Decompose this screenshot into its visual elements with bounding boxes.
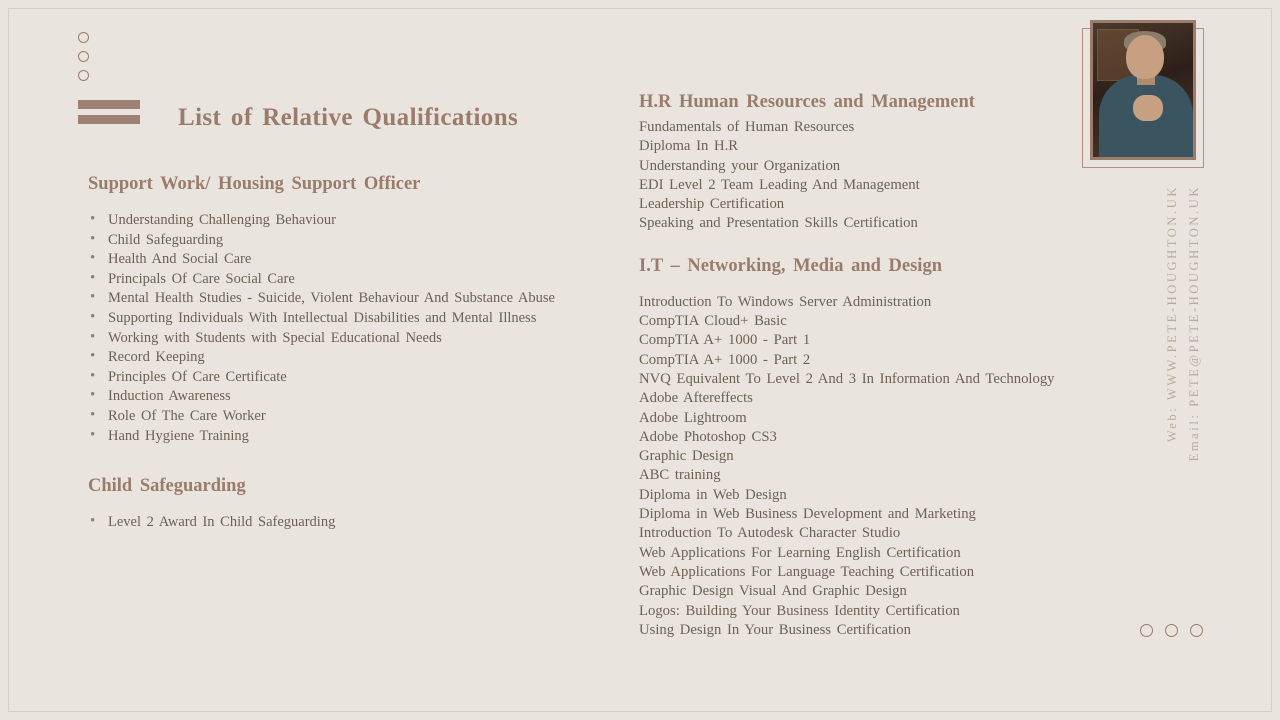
left-column xyxy=(88,174,608,533)
list-item: EDI Level 2 Team Leading And Management xyxy=(639,176,920,193)
accent-bar xyxy=(78,100,140,109)
list-item: • Hand Hygiene Training xyxy=(88,427,608,447)
list-item: • Principals Of Care Social Care xyxy=(88,270,608,290)
circle-outline-icon xyxy=(78,70,89,81)
list-item: Graphic Design Visual And Graphic Design xyxy=(639,583,907,600)
list-item: • Mental Health Studies - Suicide, Violent Behaviour And Substance Abuse xyxy=(88,289,608,309)
list-hr xyxy=(639,118,1159,234)
list-item: CompTIA A+ 1000 - Part 2 xyxy=(639,351,811,368)
list-item: Diploma In H.R xyxy=(639,138,739,155)
spacer xyxy=(639,282,1159,293)
list-item: • Principles Of Care Certificate xyxy=(88,368,608,388)
list-item: • Induction Awareness xyxy=(88,387,608,407)
spacer xyxy=(639,234,1159,256)
list-item: • Working with Students with Special Educational Needs xyxy=(88,329,608,349)
portrait-photo xyxy=(1090,20,1196,160)
list-item: ABC training xyxy=(639,467,721,484)
list-item: Web Applications For Learning English Certification xyxy=(639,544,961,561)
list-item: Using Design In Your Business Certification xyxy=(639,621,911,638)
list-item: Diploma in Web Design xyxy=(639,486,787,503)
spacer xyxy=(88,446,608,476)
decorative-circle-stack xyxy=(78,32,89,81)
page-title: List of Relative Qualifications xyxy=(178,104,519,131)
list-item: Introduction To Autodesk Character Studio xyxy=(639,525,901,542)
list-item: Speaking and Presentation Skills Certification xyxy=(639,215,918,232)
portrait-photo-frame xyxy=(1082,28,1204,168)
list-item: • Record Keeping xyxy=(88,348,608,368)
list-item: Fundamentals of Human Resources xyxy=(639,119,855,135)
list-item: CompTIA A+ 1000 - Part 1 xyxy=(639,332,811,349)
list-item: Graphic Design xyxy=(639,448,734,465)
list-item: Understanding your Organization xyxy=(639,157,841,174)
list-support-work xyxy=(88,211,608,446)
email-vertical-text: Email: PETE@PETE-HOUGHTON.UK xyxy=(1187,185,1201,462)
list-item: Introduction To Windows Server Administration xyxy=(639,293,932,310)
circle-outline-icon xyxy=(1165,624,1178,637)
list-item: Adobe Lightroom xyxy=(639,409,747,426)
list-item: Adobe Aftereffects xyxy=(639,390,753,407)
list-item: Adobe Photoshop CS3 xyxy=(639,428,777,445)
section-heading-support-work: Support Work/ Housing Support Officer xyxy=(88,174,421,194)
list-it xyxy=(639,293,1159,640)
photo-hands xyxy=(1133,95,1163,121)
accent-bar xyxy=(78,115,140,124)
photo-head xyxy=(1126,35,1164,79)
list-item: • Understanding Challenging Behaviour xyxy=(88,211,608,231)
list-item: Web Applications For Language Teaching Certification xyxy=(639,563,975,580)
list-child-safeguarding xyxy=(88,513,608,533)
section-heading-it: I.T – Networking, Media and Design xyxy=(639,255,942,276)
list-item: Logos: Building Your Business Identity Certification xyxy=(639,602,960,619)
list-item: Leadership Certification xyxy=(639,196,785,213)
circle-outline-icon xyxy=(78,51,89,62)
section-heading-hr: H.R Human Resources and Management xyxy=(639,92,975,112)
list-item: • Supporting Individuals With Intellectual Disabilities and Mental Illness xyxy=(88,309,608,329)
list-item: • Level 2 Award In Child Safeguarding xyxy=(88,513,608,533)
list-item: • Role Of The Care Worker xyxy=(88,407,608,427)
decorative-bars xyxy=(78,100,140,130)
decorative-dot-row xyxy=(1140,624,1203,637)
circle-outline-icon xyxy=(1140,624,1153,637)
section-heading-child-safeguarding: Child Safeguarding xyxy=(88,476,246,497)
circle-outline-icon xyxy=(1190,624,1203,637)
list-item: Diploma in Web Business Development and Marketing xyxy=(639,506,976,523)
list-item: • Health And Social Care xyxy=(88,250,608,270)
circle-outline-icon xyxy=(78,32,89,43)
list-item: • Child Safeguarding xyxy=(88,231,608,251)
website-vertical-text: Web: WWW.PETE-HOUGHTON.UK xyxy=(1165,185,1179,443)
right-column xyxy=(639,92,1159,640)
list-item: CompTIA Cloud+ Basic xyxy=(639,313,787,330)
list-item: NVQ Equivalent To Level 2 And 3 In Information And Technology xyxy=(639,370,1055,387)
